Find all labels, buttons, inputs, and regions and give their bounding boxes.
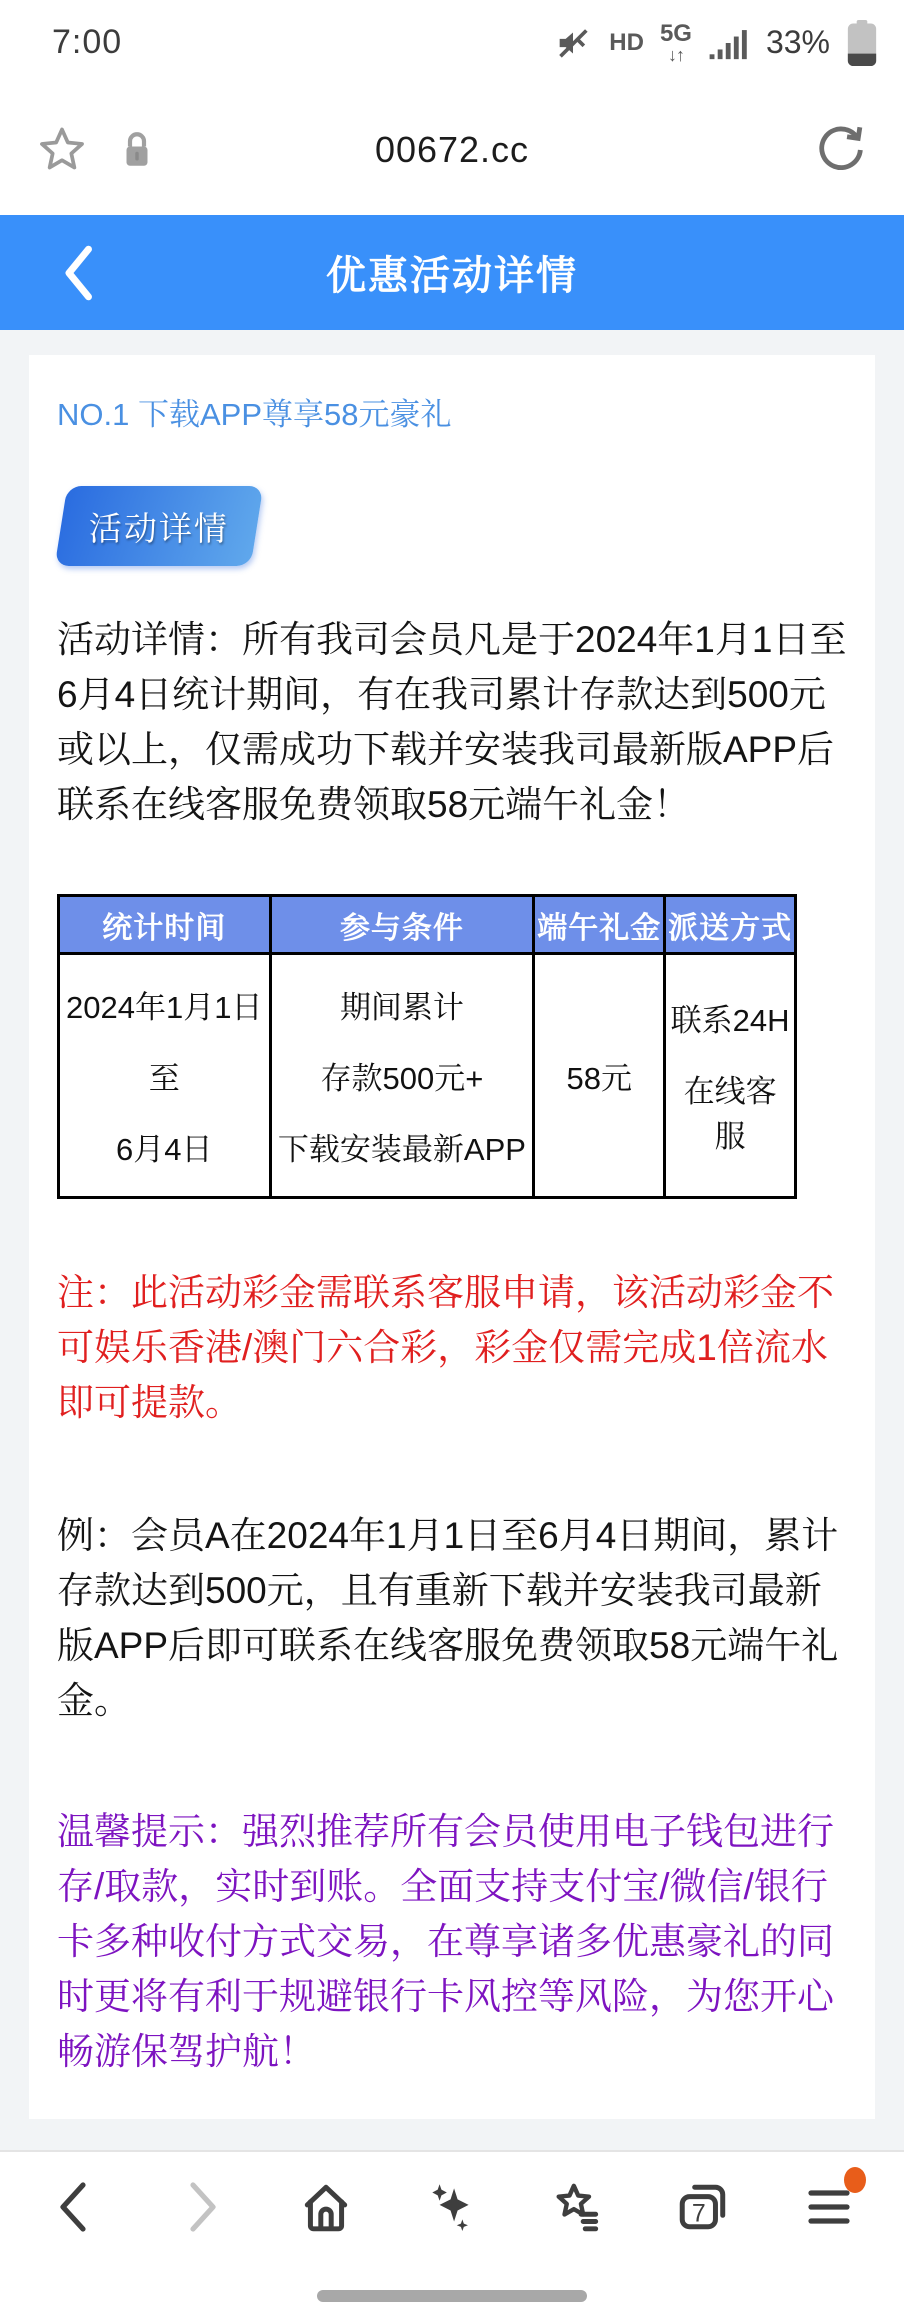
status-icons xyxy=(553,20,878,66)
header-back-icon[interactable] xyxy=(56,242,108,304)
page-content xyxy=(0,330,904,2150)
battery-icon xyxy=(846,20,878,66)
note-paragraph: 注：此活动彩金需联系客服申请，该活动彩金不可娱乐香港/澳门六合彩，彩金仅需完成1倍流水即可提款。 xyxy=(57,1272,834,1423)
col-header-delivery: 派送方式 xyxy=(665,896,796,954)
table-header-row xyxy=(59,896,796,954)
table-row xyxy=(59,954,796,1198)
promo-table xyxy=(57,894,797,1199)
menu-notification-dot xyxy=(844,2167,866,2193)
status-bar xyxy=(0,0,904,85)
activity-detail-paragraph: 活动详情：所有我司会员凡是于2024年1月1日至6月4日统计期间，有在我司累计存款达到500元或以上，仅需成功下载并安装我司最新版APP后联系在线客服免费领取58元端午礼金！ xyxy=(57,619,847,825)
promo-title-link[interactable]: NO.1 下载APP尊享58元豪礼 xyxy=(57,397,452,432)
browser-address-bar[interactable] xyxy=(0,85,904,215)
menu-icon[interactable] xyxy=(794,2181,864,2233)
example-paragraph: 例：会员A在2024年1月1日至6月4日期间，累计存款达到500元，且有重新下载并安装我司最新版APP后即可联系在线客服免费领取58元端午礼金。 xyxy=(57,1515,839,1721)
refresh-icon[interactable] xyxy=(812,121,870,179)
cell-condition: 期间累计 存款500元+ 下载安装最新APP xyxy=(270,954,534,1198)
cell-gift: 58元 xyxy=(534,954,665,1198)
browser-bottom-nav xyxy=(0,2150,904,2316)
page-header xyxy=(0,215,904,330)
tip-paragraph: 温馨提示：强烈推荐所有会员使用电子钱包进行存/取款，实时到账。全面支持支付宝/微信/银行卡多种收付方式交易，在尊享诸多优惠豪礼的同时更将有利于规避银行卡风控等风险，为您开心畅游保驾护航！ xyxy=(57,1811,834,2072)
cell-delivery: 联系24H 在线客服 xyxy=(665,954,796,1198)
promo-card xyxy=(29,355,875,2119)
forward-icon[interactable] xyxy=(166,2179,236,2235)
col-header-gift: 端午礼金 xyxy=(534,896,665,954)
col-header-condition: 参与条件 xyxy=(270,896,534,954)
badge-label: 活动详情 xyxy=(89,509,229,547)
network-5g-indicator: 5G ↓↑ xyxy=(659,19,692,65)
tab-count: 7 xyxy=(692,2199,707,2228)
back-icon[interactable] xyxy=(40,2179,110,2235)
page-title: 优惠活动详情 xyxy=(326,254,578,298)
cell-period: 2024年1月1日 至 6月4日 xyxy=(59,954,271,1198)
url-text[interactable]: 00672.cc xyxy=(374,129,530,170)
mute-icon xyxy=(553,23,593,63)
home-icon[interactable] xyxy=(291,2179,361,2235)
home-indicator[interactable] xyxy=(317,2290,587,2302)
activity-detail-badge xyxy=(55,486,264,566)
signal-icon xyxy=(708,23,750,63)
bookmarks-icon[interactable] xyxy=(543,2179,613,2235)
col-header-period: 统计时间 xyxy=(59,896,271,954)
battery-percent: 33% xyxy=(765,24,830,60)
tabs-icon[interactable] xyxy=(668,2179,738,2235)
sparkles-icon[interactable] xyxy=(417,2178,487,2236)
hd-indicator: HD xyxy=(609,28,644,56)
clock: 7:00 xyxy=(52,23,123,61)
